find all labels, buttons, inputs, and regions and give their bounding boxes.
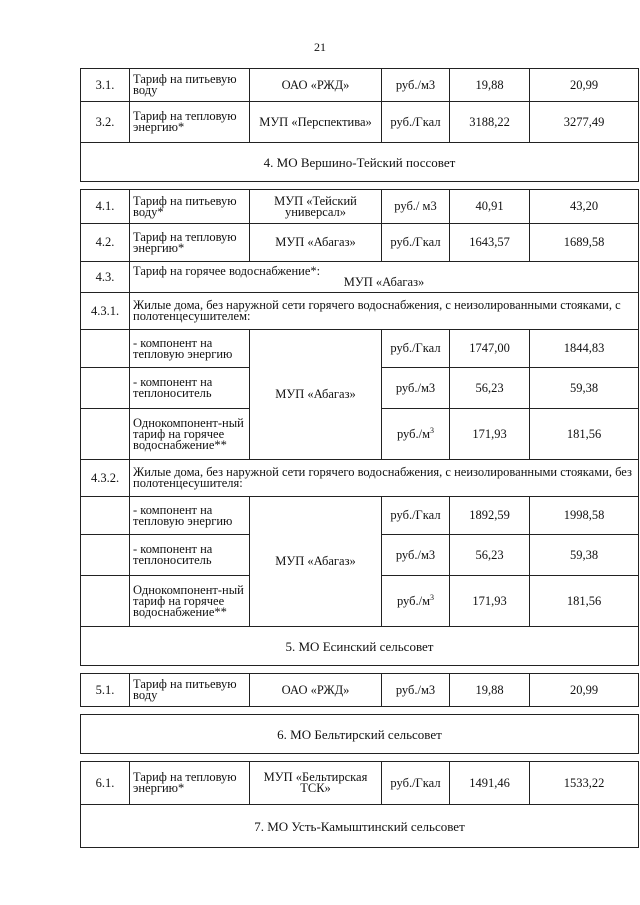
value-1: 1747,00 <box>450 330 530 368</box>
tariff-name: - компонент на теплоноситель <box>130 368 250 409</box>
section-row <box>81 627 639 666</box>
value-2: 181,56 <box>530 576 639 627</box>
hot-water-tariff-org: МУП «Абагаз» <box>343 275 425 289</box>
value-1: 171,93 <box>450 576 530 627</box>
tariff-name: Однокомпонент-ный тариф на горячее водоснабжение** <box>130 409 250 460</box>
section-title: 4. МО Вершино-Тейский поссовет <box>81 143 639 182</box>
value-1: 19,88 <box>450 69 530 102</box>
tariff-name: Тариф на питьевую воду <box>130 69 250 102</box>
row-number: 4.3.1. <box>81 293 130 330</box>
unit: руб./м3 <box>382 368 450 409</box>
unit: руб./ м3 <box>382 190 450 224</box>
page-number: 21 <box>314 40 326 54</box>
tariff-name: Тариф на тепловую энергию* <box>130 102 250 143</box>
unit-text: руб./м <box>396 426 431 441</box>
housing-description: Жилые дома, без наружной сети горячего водоснабжения, с неизолированными стояками, без полотенцесушителя: <box>130 460 639 497</box>
section-title: 7. МО Усть-Камыштинский сельсовет <box>81 805 639 848</box>
unit: руб./Гкал <box>382 497 450 535</box>
organization: МУП «Абагаз» <box>250 224 382 262</box>
value-2: 20,99 <box>530 69 639 102</box>
value-2: 1533,22 <box>530 762 639 805</box>
section-title: 5. МО Есинский сельсовет <box>81 627 639 666</box>
section-row <box>81 143 639 182</box>
organization: МУП «Абагаз» <box>250 497 382 627</box>
table-row <box>81 69 639 102</box>
unit-superscript: 3 <box>430 592 435 602</box>
table-row <box>81 293 639 330</box>
tariff-table <box>80 68 639 848</box>
tariff-name: - компонент на тепловую энергию <box>130 330 250 368</box>
value-1: 3188,22 <box>450 102 530 143</box>
unit <box>382 409 450 460</box>
row-number: 4.3. <box>81 262 130 293</box>
spacer <box>81 182 639 190</box>
table-row <box>81 224 639 262</box>
empty-cell <box>81 368 130 409</box>
unit: руб./Гкал <box>382 224 450 262</box>
empty-cell <box>81 535 130 576</box>
organization: МУП «Тейский универсал» <box>250 190 382 224</box>
unit: руб./Гкал <box>382 102 450 143</box>
value-2: 59,38 <box>530 535 639 576</box>
value-2: 3277,49 <box>530 102 639 143</box>
unit: руб./Гкал <box>382 330 450 368</box>
organization: ОАО «РЖД» <box>250 69 382 102</box>
tariff-name: Тариф на питьевую воду* <box>130 190 250 224</box>
value-2: 43,20 <box>530 190 639 224</box>
table-row <box>81 262 639 293</box>
value-2: 59,38 <box>530 368 639 409</box>
tariff-name: - компонент на теплоноситель <box>130 535 250 576</box>
table-row <box>81 190 639 224</box>
tariff-name: Тариф на тепловую энергию* <box>130 762 250 805</box>
value-2: 20,99 <box>530 674 639 707</box>
value-1: 19,88 <box>450 674 530 707</box>
value-2: 1998,58 <box>530 497 639 535</box>
table-row <box>81 497 639 535</box>
hot-water-tariff-heading <box>130 262 639 293</box>
value-1: 1892,59 <box>450 497 530 535</box>
section-title: 6. МО Бельтирский сельсовет <box>81 715 639 754</box>
value-1: 40,91 <box>450 190 530 224</box>
row-number: 6.1. <box>81 762 130 805</box>
row-number: 3.1. <box>81 69 130 102</box>
unit: руб./м3 <box>382 69 450 102</box>
unit-text: руб./м <box>396 593 431 608</box>
value-1: 56,23 <box>450 535 530 576</box>
value-1: 1643,57 <box>450 224 530 262</box>
row-number: 5.1. <box>81 674 130 707</box>
value-1: 56,23 <box>450 368 530 409</box>
table-row <box>81 330 639 368</box>
row-number: 4.2. <box>81 224 130 262</box>
tariff-name: Тариф на тепловую энергию* <box>130 224 250 262</box>
tariff-name: Тариф на питьевую воду <box>130 674 250 707</box>
organization: МУП «Абагаз» <box>250 330 382 460</box>
empty-cell <box>81 409 130 460</box>
row-number: 4.3.2. <box>81 460 130 497</box>
value-1: 171,93 <box>450 409 530 460</box>
value-2: 181,56 <box>530 409 639 460</box>
organization: МУП «Бельтирская ТСК» <box>250 762 382 805</box>
section-row <box>81 715 639 754</box>
table-row <box>81 762 639 805</box>
organization: МУП «Перспектива» <box>250 102 382 143</box>
unit: руб./м3 <box>382 674 450 707</box>
value-2: 1689,58 <box>530 224 639 262</box>
section-row <box>81 805 639 848</box>
row-number: 4.1. <box>81 190 130 224</box>
table-row <box>81 102 639 143</box>
housing-description: Жилые дома, без наружной сети горячего водоснабжения, с неизолированными стояками, с полотенцесушителем: <box>130 293 639 330</box>
organization: ОАО «РЖД» <box>250 674 382 707</box>
empty-cell <box>81 497 130 535</box>
unit: руб./м3 <box>382 535 450 576</box>
row-number: 3.2. <box>81 102 130 143</box>
empty-cell <box>81 576 130 627</box>
spacer <box>81 707 639 715</box>
value-2: 1844,83 <box>530 330 639 368</box>
spacer <box>81 666 639 674</box>
spacer <box>81 754 639 762</box>
tariff-name: - компонент на тепловую энергию <box>130 497 250 535</box>
unit: руб./Гкал <box>382 762 450 805</box>
empty-cell <box>81 330 130 368</box>
table-row <box>81 460 639 497</box>
hot-water-tariff-label: Тариф на горячее водоснабжение*: <box>133 264 321 278</box>
tariff-name: Однокомпонент-ный тариф на горячее водоснабжение** <box>130 576 250 627</box>
value-1: 1491,46 <box>450 762 530 805</box>
table-row <box>81 674 639 707</box>
unit <box>382 576 450 627</box>
unit-superscript: 3 <box>430 425 435 435</box>
